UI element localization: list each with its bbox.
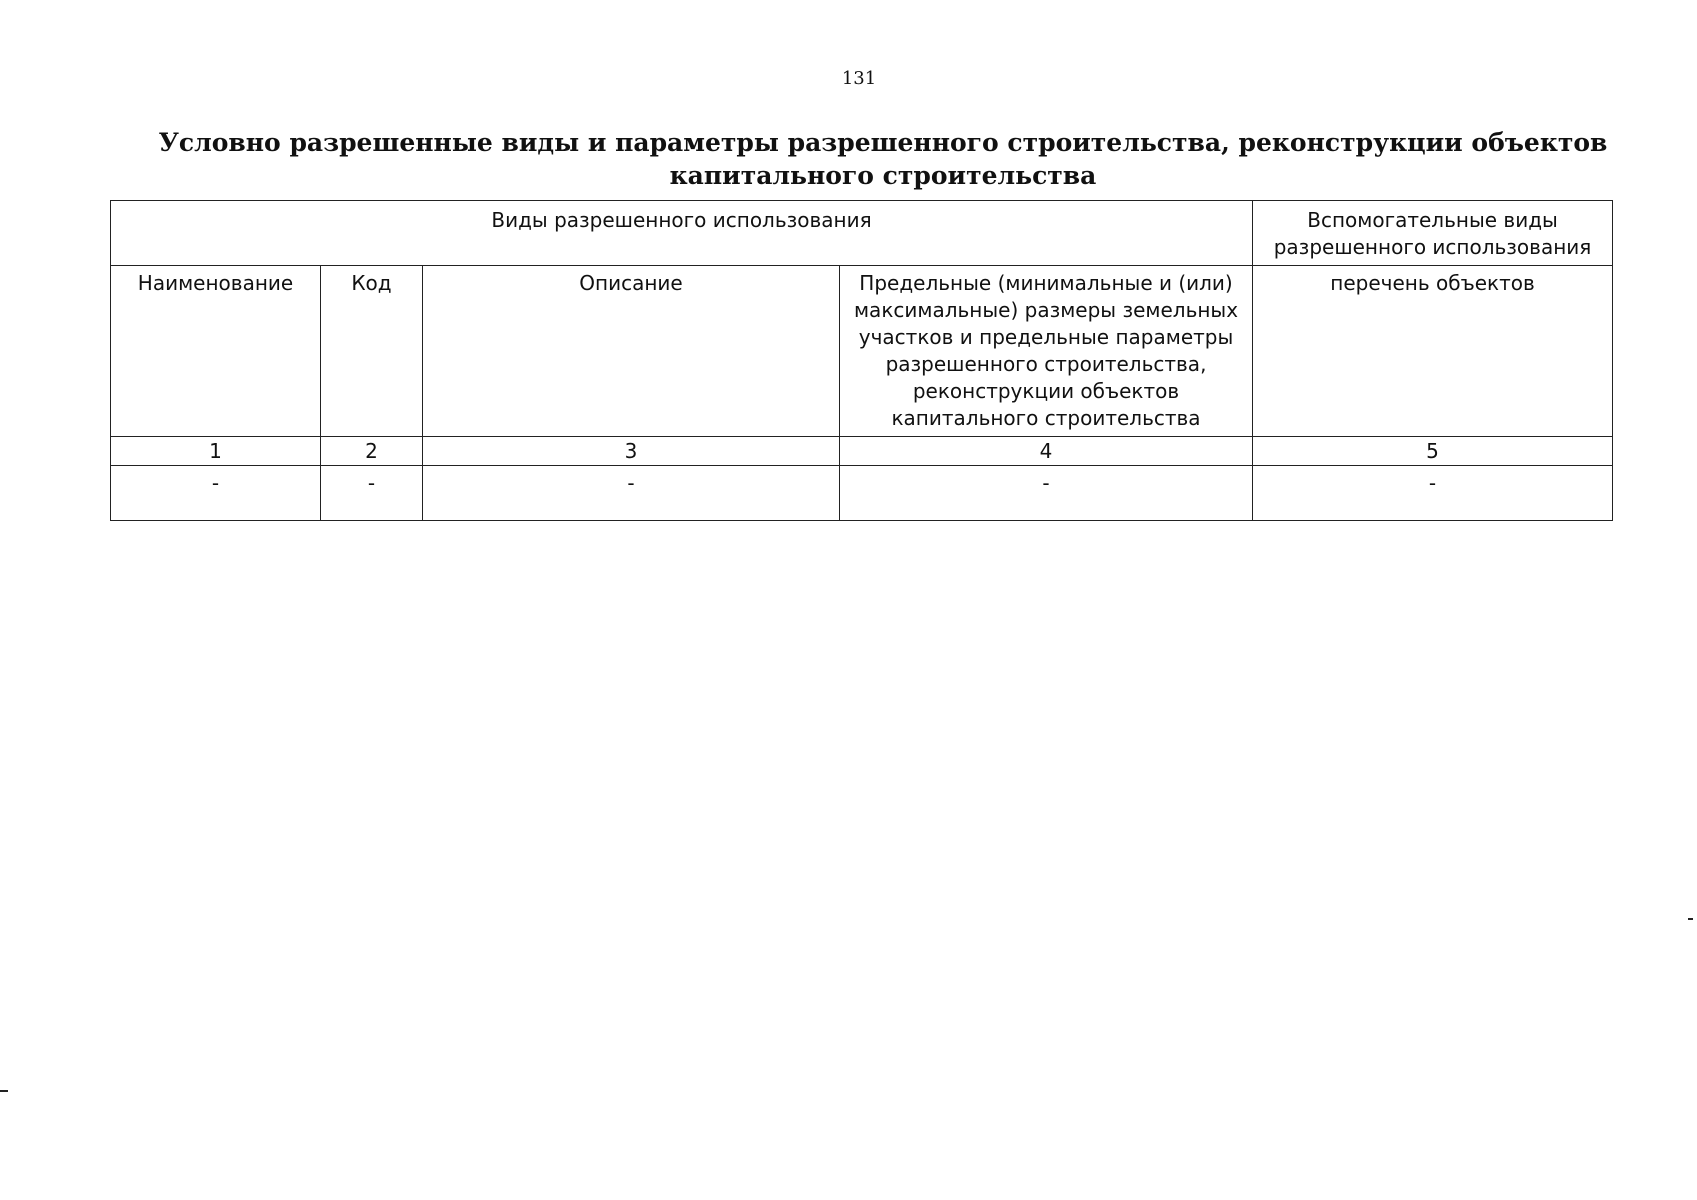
column-number: 2 xyxy=(321,437,423,466)
table-cell: - xyxy=(423,466,840,521)
page-title: Условно разрешенные виды и параметры разрешенного строительства, реконструкции объектов капитального строительства xyxy=(158,128,1608,190)
column-number: 1 xyxy=(111,437,321,466)
column-header-code: Код xyxy=(321,266,423,437)
page-number: 131 xyxy=(841,68,877,89)
column-header-limit-parameters: Предельные (минимальные и (или) максимальные) размеры земельных участков и предельные параметры разрешенного строительства, реконструкции объектов капитального строительства xyxy=(840,266,1253,437)
group-header-permitted-uses: Виды разрешенного использования xyxy=(111,201,1253,266)
permitted-use-table xyxy=(110,200,1613,521)
scan-edge-mark xyxy=(1688,918,1693,920)
column-number: 5 xyxy=(1253,437,1613,466)
column-number: 3 xyxy=(423,437,840,466)
table-cell: - xyxy=(321,466,423,521)
column-number: 4 xyxy=(840,437,1253,466)
column-header-object-list: перечень объектов xyxy=(1253,266,1613,437)
scan-edge-mark xyxy=(0,1090,8,1092)
table-column-number-row xyxy=(111,437,1613,466)
column-header-description: Описание xyxy=(423,266,840,437)
group-header-auxiliary-uses: Вспомогательные виды разрешенного использования xyxy=(1253,201,1613,266)
table-group-header-row xyxy=(111,201,1613,266)
table-cell: - xyxy=(111,466,321,521)
table-cell: - xyxy=(840,466,1253,521)
column-header-name: Наименование xyxy=(111,266,321,437)
table-row xyxy=(111,466,1613,521)
table-column-header-row xyxy=(111,266,1613,437)
table-cell: - xyxy=(1253,466,1613,521)
